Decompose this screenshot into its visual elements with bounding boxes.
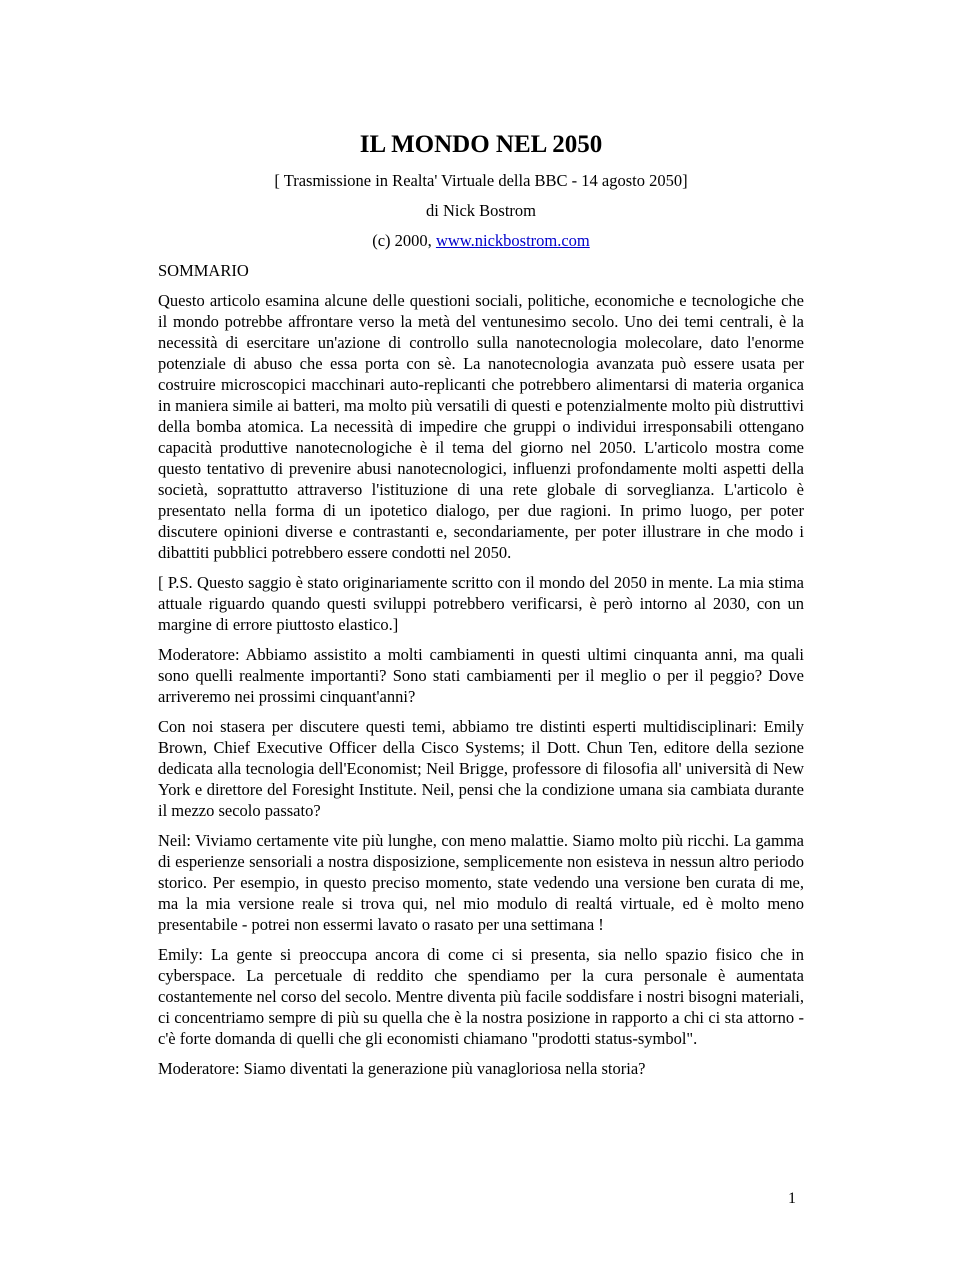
dialogue-paragraph: Moderatore: Abbiamo assistito a molti cambiamenti in questi ultimi cinquanta anni, ma quali sono quelli realmente importanti? Sono stati cambiamenti per il meglio o per il peggio? Dove arriveremo nei prossimi cinquant'anni? <box>158 645 804 706</box>
dialogue-paragraph: Neil: Viviamo certamente vite più lunghe, con meno malattie. Siamo molto più ricchi. La gamma di esperienze sensoriali a nostra disposizione, semplicemente non esisteva in nessun altro periodo storico. Per esempio, in questo preciso momento, state vedendo una versione ben curata di me, ma la mia versione reale si trova qui, nel mio modulo di realtá virtuale, ed è molto meno presentabile - potrei non essermi lavato o rasato per una settimana ! <box>158 831 804 934</box>
author-website-link[interactable]: www.nickbostrom.com <box>435 231 590 250</box>
page-number: 1 <box>788 1190 796 1207</box>
dialogue-paragraph: Moderatore: Siamo diventati la generazione più vanagloriosa nella storia? <box>158 1059 646 1078</box>
document-title: IL MONDO NEL 2050 <box>359 131 603 158</box>
copyright-prefix: (c) 2000, <box>372 231 436 250</box>
summary-paragraph: Questo articolo esamina alcune delle questioni sociali, politiche, economiche e tecnologiche che il mondo potrebbe affrontare verso la metà del ventunesimo secolo. Uno dei temi centrali, è la necessità di esercitare un'azione di controllo sulla nanotecnologia molecolare, dato l'enorme potenziale di abuso che essa porta con sè. La nanotecnologia avanzata può essere usata per costruire microscopici macchinari auto-replicanti che potrebbero alimentarsi di materia organica in maniera simile ai batteri, ma molto più versatili di questi e potenzialmente molto più distruttivi della bomba atomica. La necessità di impedire che gruppi o individui irresponsabili ottengano capacità produttive nanotecnologiche è il tema del giorno nel 2050. L'articolo mostra come questo tentativo di prevenire abusi nanotecnologici, influenzi profondamente molti aspetti della società, soprattutto attraverso l'istituzione di una rete globale di sorveglianza. L'articolo è presentato nella forma di un ipotetico dialogo, per due ragioni. In primo luogo, per poter discutere opinioni diverse e contrastanti e, secondariamente, per poter illustrare in che modo i dibattiti pubblici potrebbero essere condotti nel 2050. <box>158 291 804 562</box>
section-heading-summary: SOMMARIO <box>158 261 249 280</box>
document-subtitle: [ Trasmissione in Realta' Virtuale della BBC - 14 agosto 2050] <box>274 171 688 190</box>
document-author: di Nick Bostrom <box>426 201 536 220</box>
dialogue-paragraph: Emily: La gente si preoccupa ancora di come ci si presenta, sia nello spazio fisico che in cyberspace. La percetuale di reddito che spendiamo per la cura personale è aumentata costantemente nel corso del secolo. Mentre diventa più facile soddisfare i nostri bisogni materiali, ci concentriamo sempre di più su quella che è la nostra posizione in rapporto a chi ci sta attorno - c'è forte domanda di quelli che gli economisti chiamano "prodotti status-symbol". <box>158 945 804 1048</box>
dialogue-paragraph: Con noi stasera per discutere questi temi, abbiamo tre distinti esperti multidisciplinari: Emily Brown, Chief Executive Officer della Cisco Systems; il Dott. Chun Ten, editore della sezione dedicata alla tecnologia dell'Economist; Neil Brigge, professore di filosofia all' università di New York e direttore del Foresight Institute. Neil, pensi che la condizione umana sia cambiata durante il mezzo secolo passato? <box>158 717 804 820</box>
document-copyright <box>158 230 804 251</box>
document-body <box>158 130 804 1088</box>
postscript-paragraph: [ P.S. Questo saggio è stato originariamente scritto con il mondo del 2050 in mente. La mia stima attuale riguardo quando questi sviluppi potrebbero verificarsi, è però intorno al 2030, con un margine di errore piuttosto elastico.] <box>158 573 804 634</box>
